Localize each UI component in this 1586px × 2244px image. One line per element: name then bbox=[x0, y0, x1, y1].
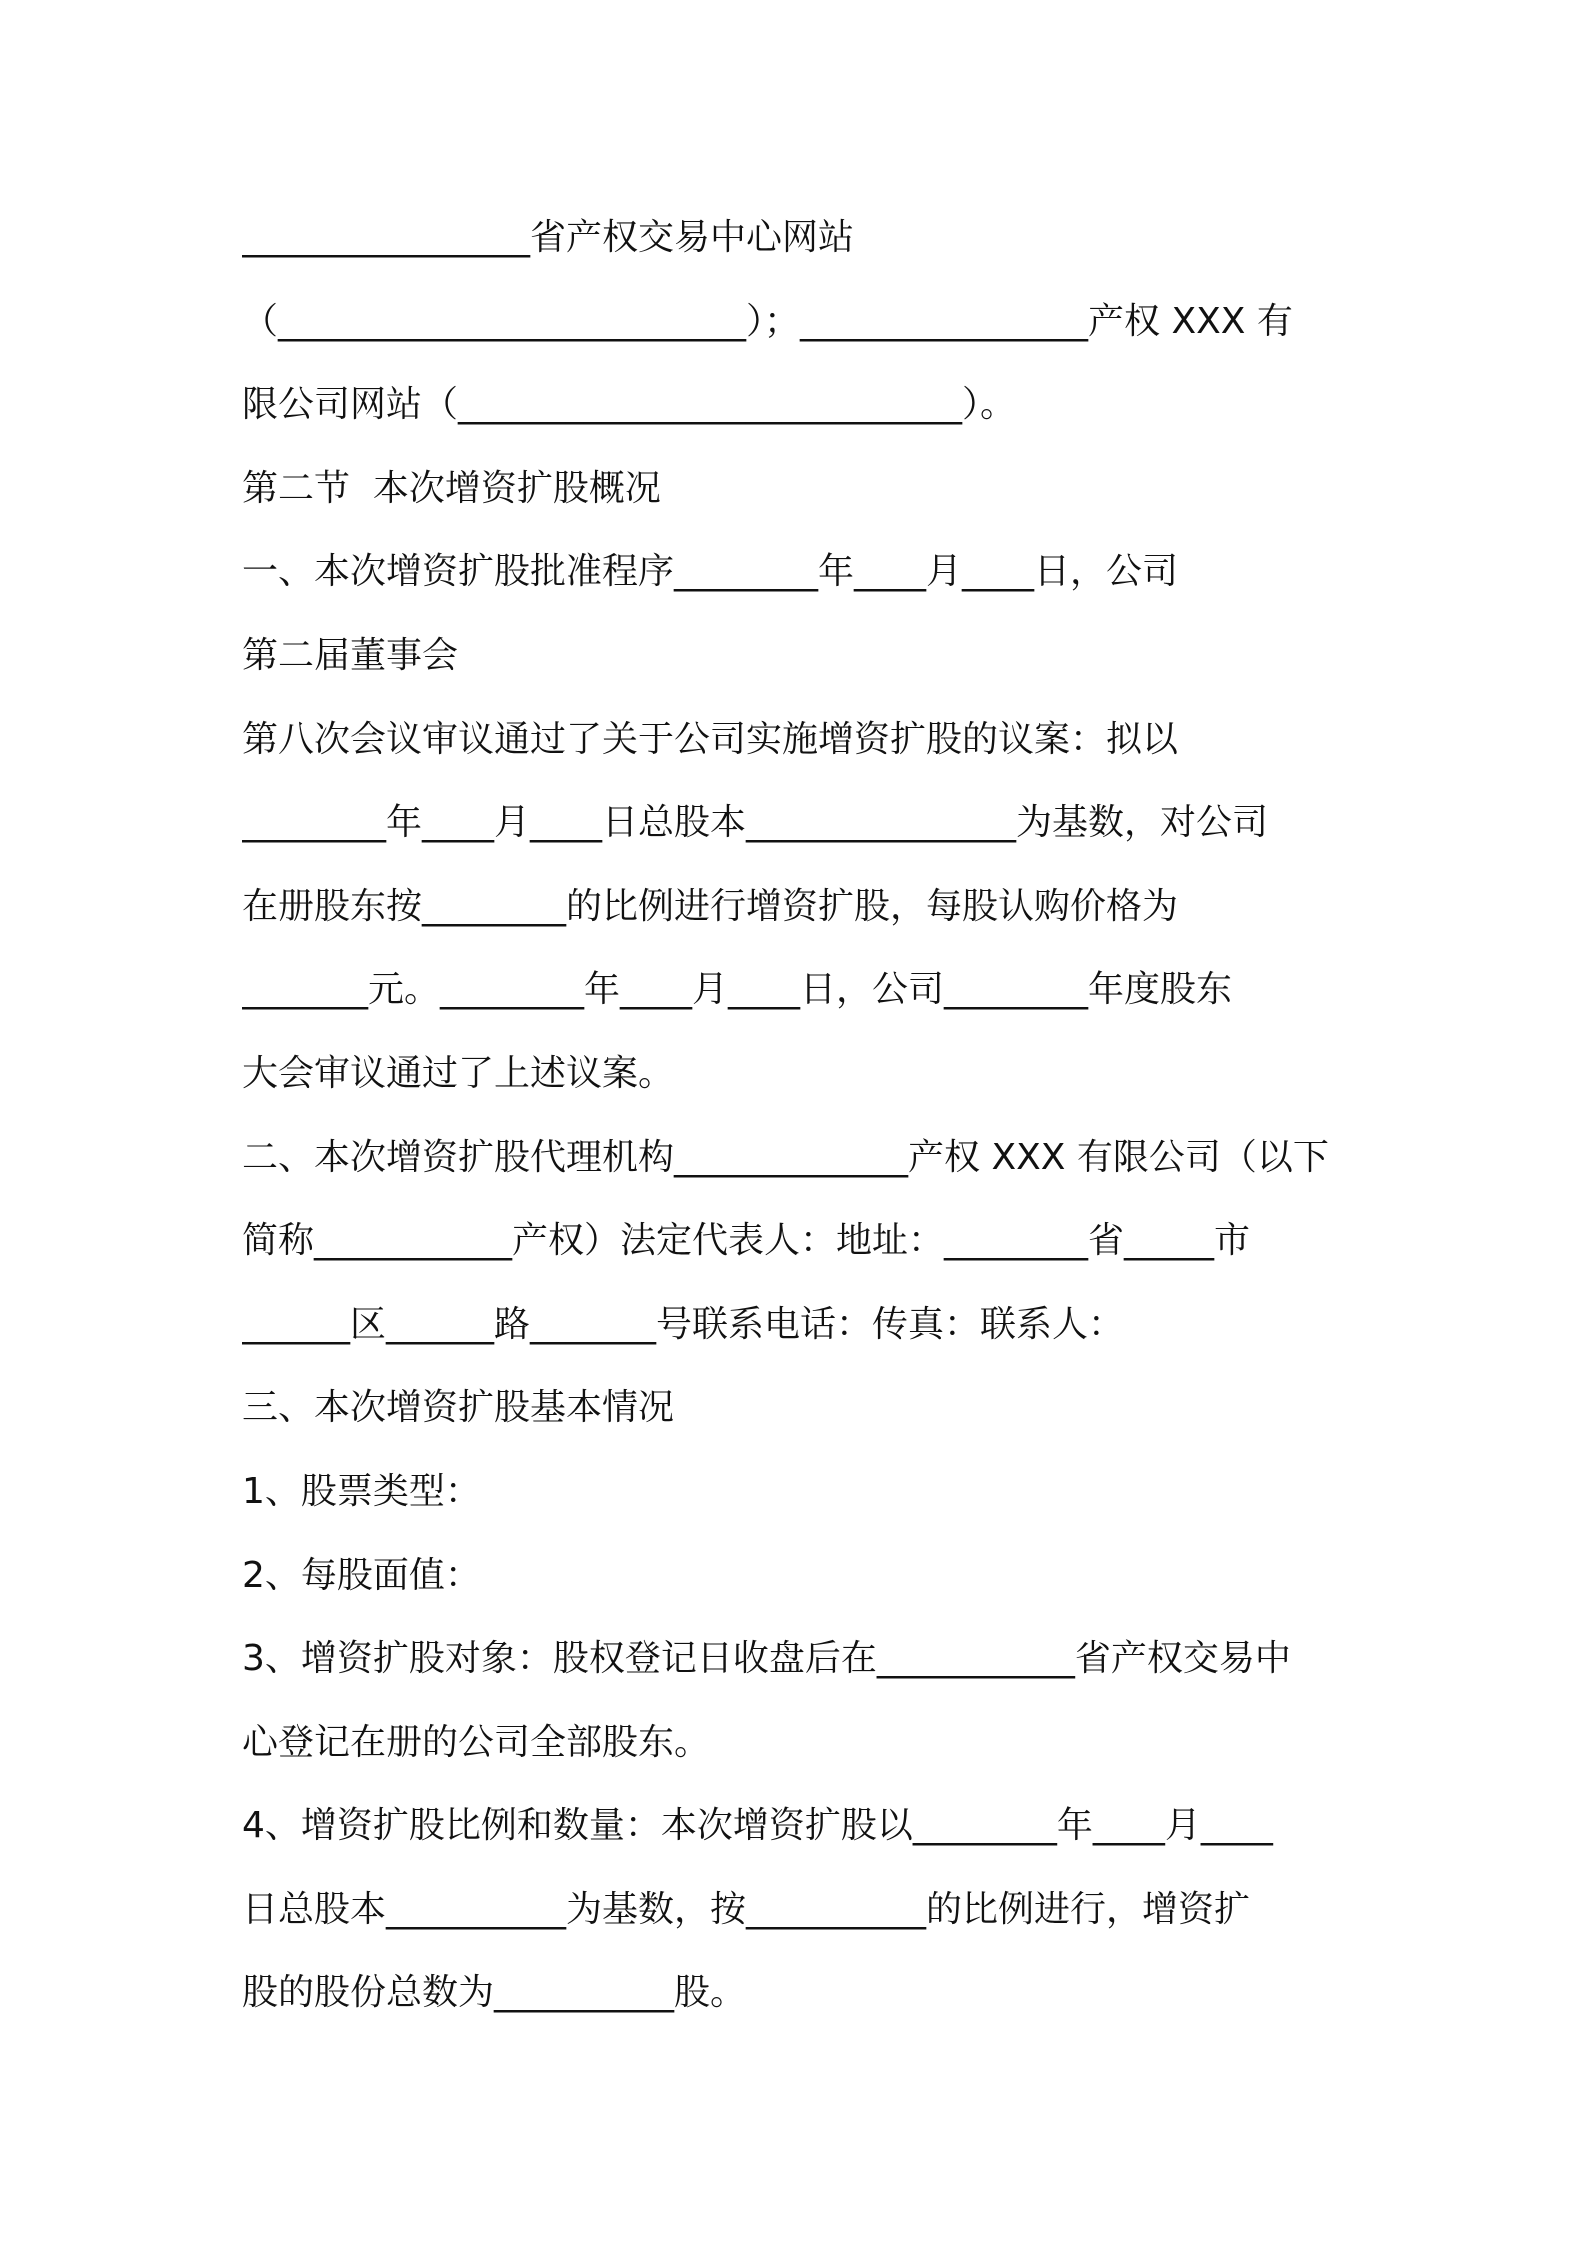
text-line-19: 心登记在册的公司全部股东。 bbox=[242, 1721, 711, 1763]
text-line-7: 第八次会议审议通过了关于公司实施增资扩股的议案：拟以 bbox=[242, 718, 1179, 760]
text-line-3: 限公司网站（____________________________）。 bbox=[242, 384, 1017, 426]
text-line-9: 在册股东按________的比例进行增资扩股，每股认购价格为 bbox=[242, 885, 1179, 927]
text-line-16: 1、股票类型： bbox=[242, 1470, 481, 1512]
text-line-8: ________年____月____日总股本_______________为基数，对公司 bbox=[242, 802, 1269, 844]
text-line-12: 二、本次增资扩股代理机构_____________产权 XXX 有限公司（以下 bbox=[242, 1136, 1329, 1178]
document-body bbox=[242, 196, 1357, 2035]
text-line-6: 第二届董事会 bbox=[242, 634, 459, 676]
subsection-heading: 三、本次增资扩股基本情况 bbox=[242, 1387, 675, 1429]
text-line-5: 一、本次增资扩股批准程序________年____月____日，公司 bbox=[242, 551, 1179, 593]
text-line-1: ________________省产权交易中心网站 bbox=[242, 217, 855, 258]
text-line-2: （__________________________）；________________产权 XXX 有 bbox=[242, 300, 1293, 342]
text-line-20: 4、增资扩股比例和数量：本次增资扩股以________年____月____ bbox=[242, 1805, 1273, 1847]
text-line-13: 简称___________产权）法定代表人：地址：________省_____市 bbox=[242, 1220, 1251, 1262]
text-line-14: ______区______路_______号联系电话：传真：联系人： bbox=[242, 1303, 1125, 1345]
text-line-10: _______元。________年____月____日，公司________年度股东 bbox=[242, 969, 1233, 1011]
text-line-11: 大会审议通过了上述议案。 bbox=[242, 1052, 675, 1094]
text-line-21: 日总股本__________为基数，按__________的比例进行，增资扩 bbox=[242, 1888, 1251, 1930]
section-heading: 第二节 本次增资扩股概况 bbox=[242, 467, 661, 509]
text-line-18: 3、增资扩股对象：股权登记日收盘后在___________省产权交易中 bbox=[242, 1638, 1291, 1680]
text-line-17: 2、每股面值： bbox=[242, 1554, 481, 1596]
text-line-22: 股的股份总数为__________股。 bbox=[242, 1972, 747, 2014]
